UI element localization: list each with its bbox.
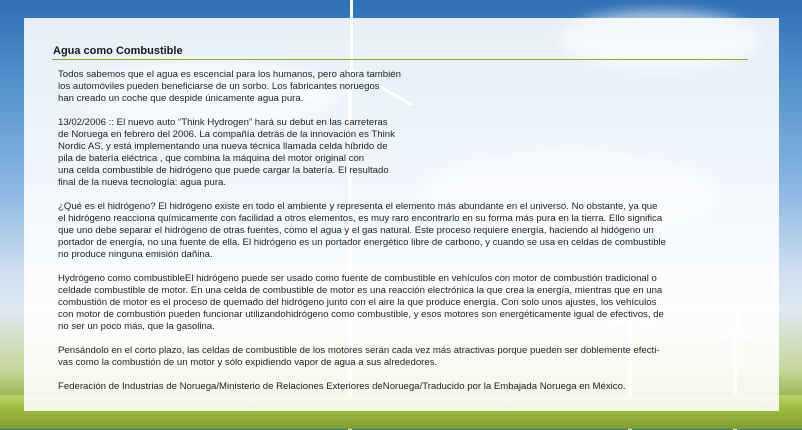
content-panel: [24, 18, 779, 411]
paragraph-news: 13/02/2006 :: El nuevo auto “Think Hydrogen” hará su debut en las carreteras de Noruega en febrero del 2006. La compañía detrás de la innovación es Think Nordic AS, y está implementando una nueva técnica llamada celda híbrido de pila de batería eléctrica , que combina la máquina del motor original con una celda combustible de hidrógeno que puede cargar la batería. El resultado final de la nueva tecnología: agua pura.: [58, 117, 395, 188]
title-divider: [52, 59, 748, 60]
article-title: Agua como Combustible: [53, 45, 183, 57]
paragraph-intro: Todos sabemos que el agua es escencial para los humanos, pero ahora también los automóviles pueden beneficiarse de un sorbo. Los fabricantes noruegos han creado un coche que despide únicamente agua pura.: [58, 69, 401, 104]
paragraph-hydrogen: ¿Qué es el hidrógeno? El hidrógeno existe en todo el ambiente y representa el elemento más abundante en el universo. No obstante, ya que el hidrógeno reacciona químicamente con facilidad a otros elementos, es muy raro encontrarlo en su forma más pura en la tierra. Ello significa que uno debe separar el hidrógeno de otras fuentes, como el agua y el gas natural. Este proceso requiere energía, haciendo al hidógeno un portador de energía, no una fuente de ella. El hidrógeno es un portador energético libre de carbono, y cuando se usa en celdas de combustible no produce ninguna emisión dañina.: [58, 201, 667, 260]
paragraph-fuel: Hydrógeno como combustibleEl hidrógeno puede ser usado como fuente de combustible en vehículos con motor de combustión tradicional o celdade combustible de motor. En una celda de combustible de motor es una reacción electrónica la que crea la energía, mientras que en una combustión de motor es el proceso de quemado del hidrógeno junto con el aire la que produce energía. Con solo unos ajustes, los vehículos con motor de combustión pueden funcionar utilizandohidrógeno como combustible, y esos motores son energéticamente igual de efectivos, de no ser un poco más, que la gasolina.: [58, 273, 664, 332]
paragraph-outlook: Pensándolo en el corto plazo, las celdas de combustible de los motores serán cada vez más atractivas porque pueden ser doblemente efecti- vas como la combustión de un motor y sólo expidiendo vapor de agua a sus alrededores.: [58, 345, 660, 368]
article-body: [58, 69, 750, 405]
paragraph-source: Federación de Industrias de Noruega/Ministerio de Relaciones Exteriores deNoruega/Traducido por la Embajada Noruega en México.: [58, 381, 626, 392]
